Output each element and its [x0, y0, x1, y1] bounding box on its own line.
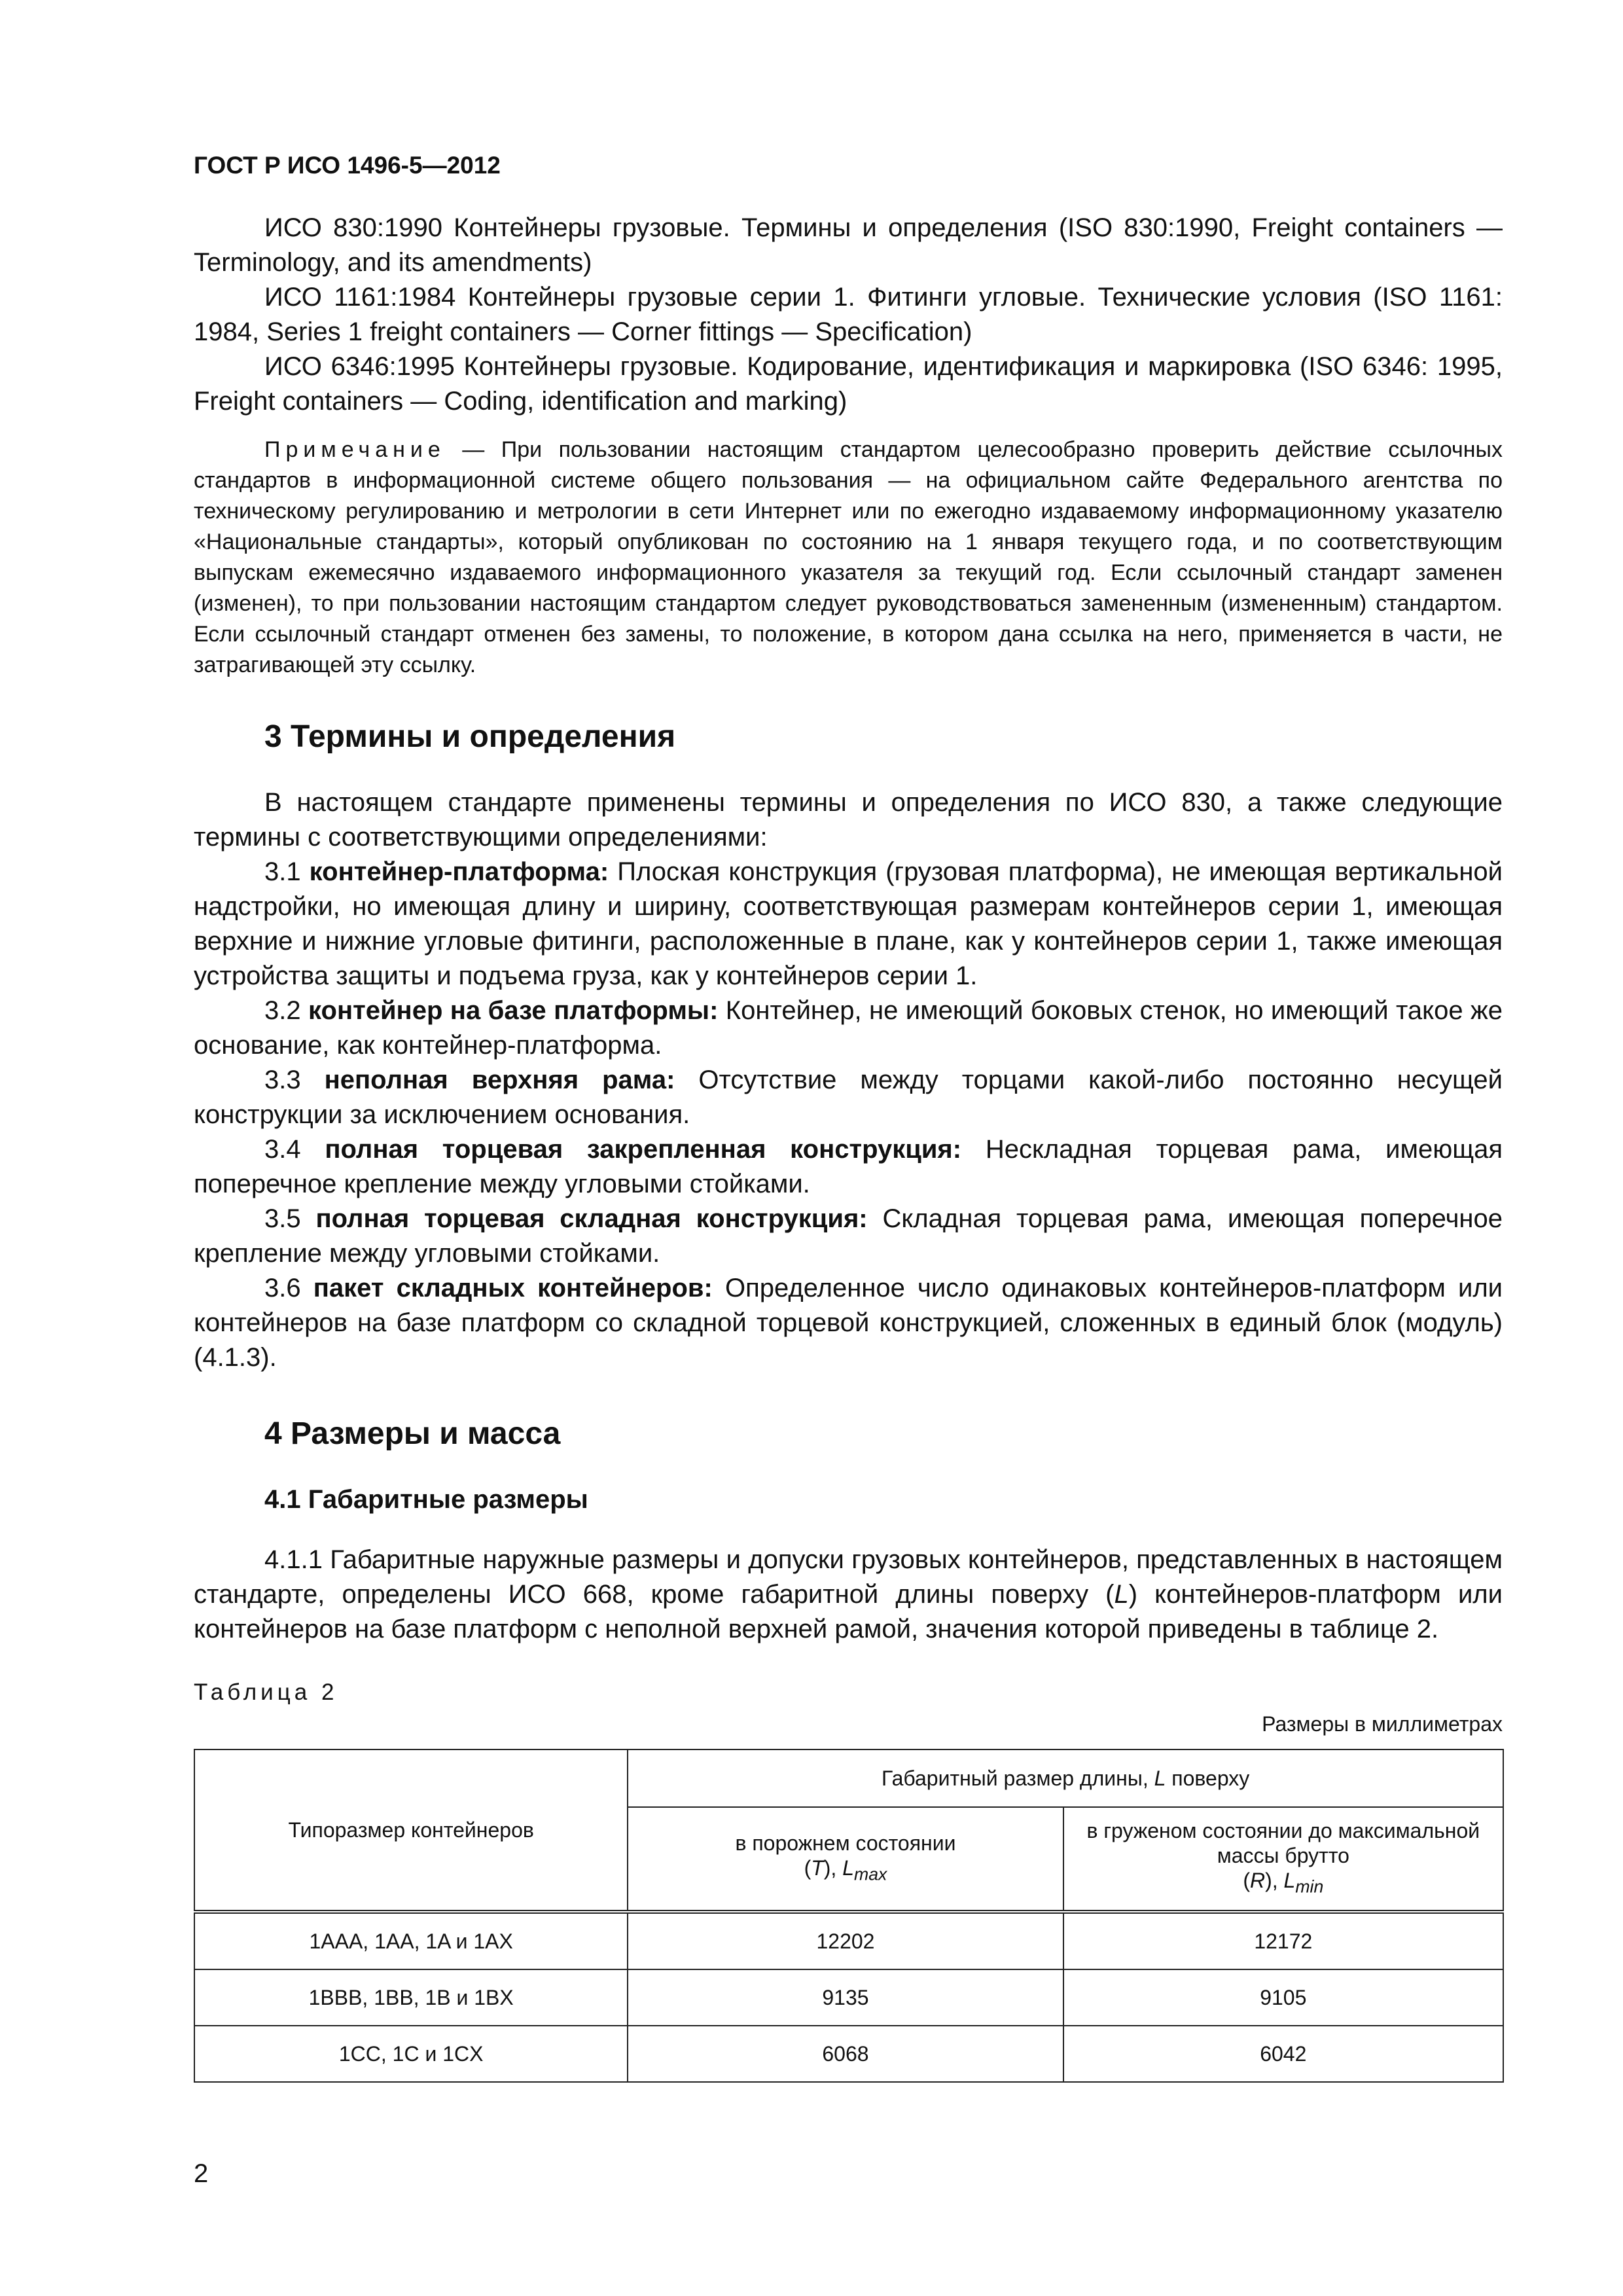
rating-symbol: R — [1249, 1869, 1266, 1893]
note-label: Примечание — [264, 437, 446, 462]
header-container-type: Типоразмер контейнеров — [194, 1749, 628, 1912]
term-number: 3.5 — [264, 1204, 316, 1233]
term-number: 3.6 — [264, 1274, 313, 1302]
reference-item: ИСО 1161:1984 Контейнеры грузовые серии 1. Фитинги угловые. Технические условия (ISO 1161: 1984, Series 1 freight containers — Corner fittings — Specification) — [194, 283, 1503, 346]
document-header: ГОСТ Р ИСО 1496-5—2012 — [194, 152, 501, 179]
table-row — [194, 1969, 1503, 2026]
table-header-row — [194, 1749, 1503, 1807]
cell-loaded-length: 9105 — [1063, 1969, 1503, 2026]
cell-empty-length: 6068 — [628, 2026, 1063, 2082]
length-symbol: L — [1283, 1869, 1296, 1893]
section-4-heading: 4 Размеры и масса — [264, 1416, 561, 1451]
term-number: 3.4 — [264, 1135, 325, 1164]
header-text: ), — [1265, 1869, 1284, 1893]
header-symbol-line — [635, 1856, 1056, 1886]
term-text: Определенное число одинаковых контейнеров-платформ или контейнеров на базе платформ со складной торцевой конструкцией, сложенных в единый блок (модуль) (4.1.3). — [194, 1274, 1503, 1372]
header-text: ( — [804, 1856, 812, 1880]
header-symbol-line — [1071, 1868, 1496, 1899]
header-text: в порожнем состоянии — [735, 1831, 956, 1856]
table-units: Размеры в миллиметрах — [1262, 1712, 1503, 1736]
cell-container-type: 1AAA, 1AA, 1A и 1AX — [194, 1912, 628, 1969]
term-definition — [194, 1271, 1503, 1375]
header-text: поверху — [1166, 1767, 1250, 1790]
cell-loaded-length: 12172 — [1063, 1912, 1503, 1969]
section-3-heading: 3 Термины и определения — [264, 719, 676, 754]
term-text: Отсутствие между торцами какой-либо постоянно несущей конструкции за исключением основания. — [194, 1066, 1503, 1129]
term-name: неполная верхняя рама: — [324, 1066, 675, 1094]
term-text: Складная торцевая рама, имеющая поперечное крепление между угловыми стойками. — [194, 1204, 1503, 1268]
paragraph-text: 4.1.1 Габаритные наружные размеры и допуски грузовых контейнеров, представленных в настоящем стандарте, определены ИСО 668, кроме габаритной длины поверху ( — [194, 1545, 1503, 1609]
section-3-intro: В настоящем стандарте применены термины и определения по ИСО 830, а также следующие термины с соответствующими определениями: — [194, 788, 1503, 852]
table-row — [194, 1912, 1503, 1969]
header-text: Габаритный размер длины, — [882, 1767, 1154, 1790]
term-definition — [194, 994, 1503, 1063]
cell-empty-length: 9135 — [628, 1969, 1063, 2026]
table-caption: Таблица 2 — [194, 1679, 338, 1705]
length-symbol: L — [1154, 1767, 1166, 1790]
cell-empty-length: 12202 — [628, 1912, 1063, 1969]
min-subscript: min — [1295, 1876, 1324, 1897]
header-text: в груженом состоянии до максимальной массы брутто — [1086, 1819, 1480, 1868]
paragraph-text: ) контейнеров-платформ или контейнеров на базе платформ с неполной верхней рамой, значения которой приведены в таблице 2. — [194, 1580, 1503, 1643]
term-number: 3.3 — [264, 1066, 325, 1094]
header-length-group — [628, 1749, 1503, 1807]
reference-item: ИСО 830:1990 Контейнеры грузовые. Термины и определения (ISO 830:1990, Freight containers — Terminology, and its amendments) — [194, 213, 1503, 277]
tare-symbol: T — [811, 1856, 824, 1880]
length-symbol: L — [842, 1856, 854, 1880]
note-text: — При пользовании настоящим стандартом целесообразно проверить действие ссылочных стандартов в информационной системе общего пользования — на официальном сайте Федерального агентства по техническому регулированию и метрологии в сети Интернет или по ежегодно издаваемому информационному указателю «Национальные стандарты», который опубликован по состоянию на 1 января текущего года, и по соответствующим выпускам ежемесячно издаваемого информационного указателя за текущий год. Если ссылочный стандарт заменен (изменен), то при пользовании настоящим стандартом следует руководствоваться замененным (измененным) стандартом. Если ссылочный стандарт отменен без замены, то положение, в котором дана ссылка на него, применяется в части, не затрагивающей эту ссылку. — [194, 437, 1503, 677]
term-name: контейнер-платформа: — [309, 857, 609, 886]
max-subscript: max — [854, 1864, 887, 1884]
note-paragraph — [194, 435, 1503, 681]
dimensions-table — [194, 1749, 1504, 2083]
cell-container-type: 1BBB, 1BB, 1B и 1BX — [194, 1969, 628, 2026]
table-row — [194, 2026, 1503, 2082]
term-name: контейнер на базе платформы: — [308, 996, 719, 1025]
term-name: пакет складных контейнеров: — [313, 1274, 713, 1302]
page-content — [194, 149, 1503, 2083]
subsection-4-1-heading: 4.1 Габаритные размеры — [264, 1485, 588, 1514]
term-definition — [194, 1063, 1503, 1132]
term-number: 3.1 — [264, 857, 310, 886]
term-name: полная торцевая закрепленная конструкция: — [325, 1135, 962, 1164]
term-definition — [194, 1202, 1503, 1271]
header-loaded-state — [1063, 1807, 1503, 1912]
paragraph-4-1-1 — [194, 1543, 1503, 1647]
term-text: Нескладная торцевая рама, имеющая поперечное крепление между угловыми стойками. — [194, 1135, 1503, 1198]
reference-item: ИСО 6346:1995 Контейнеры грузовые. Кодирование, идентификация и маркировка (ISO 6346: 1995, Freight containers — Coding, identification and marking) — [194, 352, 1503, 416]
term-name: полная торцевая складная конструкция: — [315, 1204, 868, 1233]
term-text: Контейнер, не имеющий боковых стенок, но имеющий такое же основание, как контейнер-платформа. — [194, 996, 1503, 1060]
page-number: 2 — [194, 2159, 209, 2188]
term-definition — [194, 1132, 1503, 1202]
cell-container-type: 1CC, 1C и 1CX — [194, 2026, 628, 2082]
header-text: ( — [1243, 1869, 1250, 1893]
header-text: ), — [823, 1856, 843, 1880]
term-definition — [194, 855, 1503, 994]
header-empty-state — [628, 1807, 1063, 1912]
term-number: 3.2 — [264, 996, 309, 1025]
length-symbol: L — [1114, 1580, 1129, 1609]
cell-loaded-length: 6042 — [1063, 2026, 1503, 2082]
term-text: Плоская конструкция (грузовая платформа), не имеющая вертикальной надстройки, но имеющая длину и ширину, соответствующая размерам контейнеров серии 1, имеющая верхние и нижние угловые фитинги, расположенные в плане, как у контейнеров серии 1, также имеющая устройства защиты и подъема груза, как у контейнеров серии 1. — [194, 857, 1503, 990]
